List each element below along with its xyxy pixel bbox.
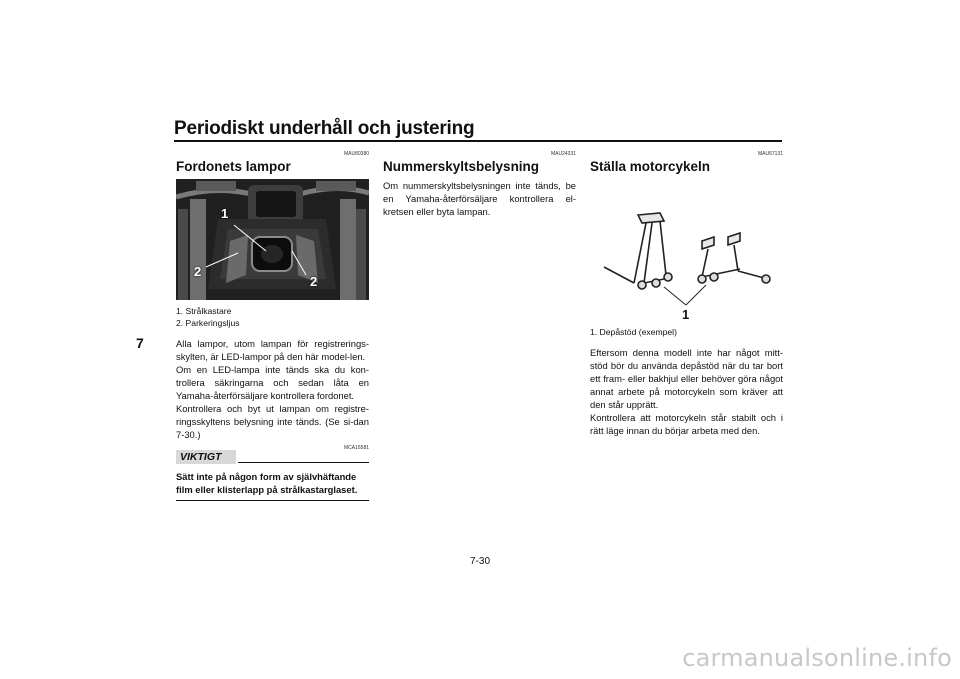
- column-supporting-motorcycle: [590, 150, 783, 437]
- callout-2-left: 2: [194, 264, 202, 279]
- notice-code: MCA16581: [343, 445, 369, 451]
- body-text: [383, 179, 576, 218]
- paragraph: Kontrollera att motorcykeln står stabilt och i rätt läge innan du börjar arbeta med den.: [590, 412, 783, 436]
- paragraph: Om nummerskyltsbelysningen inte tänds, be en Yamaha-återförsäljare kontrollera el-kretsen eller byta lampan.: [383, 180, 576, 217]
- header-rule: [174, 140, 782, 142]
- paragraph: Om en LED-lampa inte tänds ska du kon-trollera säkringarna och sedan låta en Yamaha-återförsäljare kontrollera fordonet.: [176, 364, 369, 401]
- headlight-photo: [176, 179, 369, 300]
- notice-rule: [238, 462, 369, 463]
- callout-2-right: 2: [310, 274, 318, 289]
- callout-1: 1: [221, 206, 229, 221]
- chapter-tab: 7: [136, 335, 144, 351]
- column-plate-light: [383, 150, 576, 218]
- notice-text: Sätt inte på någon form av självhäftande film eller klisterlapp på strålkastarglaset.: [176, 470, 369, 501]
- caption-paddock-stand: 1. Depåstöd (exempel): [590, 327, 677, 337]
- caption-position-light: 2. Parkeringsljus: [176, 318, 240, 328]
- column-vehicle-lights: [176, 150, 369, 501]
- watermark: carmanualsonline.info: [682, 644, 952, 672]
- callout-1: 1: [682, 307, 690, 322]
- section-code: MAU80380: [343, 151, 369, 157]
- section-heading: Ställa motorcykeln: [590, 159, 711, 174]
- figure-captions: [590, 326, 783, 338]
- notice-header: [176, 445, 369, 467]
- body-text: [176, 337, 369, 441]
- paragraph: Eftersom denna modell inte har något mitt-stöd bör du använda depåstöd när du tar bort ett fram- eller bakhjul eller behöver göra något annat arbete på motorcykeln som kräver att den står upprätt.: [590, 347, 783, 410]
- page-number: 7-30: [469, 556, 490, 567]
- figure-captions: [176, 305, 369, 329]
- section-heading: Nummerskyltsbelysning: [383, 159, 540, 174]
- body-text: [590, 346, 783, 437]
- page-header-title: Periodiskt underhåll och justering: [174, 118, 475, 139]
- section-code: MAU67131: [757, 151, 783, 157]
- notice-badge: VIKTIGT: [176, 450, 236, 464]
- paragraph: Kontrollera och byt ut lampan om registre-ringsskyltens belysning inte tänds. (Se si-dan 7-30.): [176, 403, 369, 440]
- section-code: MAU24331: [550, 151, 576, 157]
- paddock-stand-illustration: [590, 179, 783, 321]
- section-heading: Fordonets lampor: [176, 159, 291, 174]
- caption-headlight: 1. Strålkastare: [176, 306, 232, 316]
- paragraph: Alla lampor, utom lampan för registrerings-skylten, är LED-lampor på den här model-len.: [176, 338, 369, 362]
